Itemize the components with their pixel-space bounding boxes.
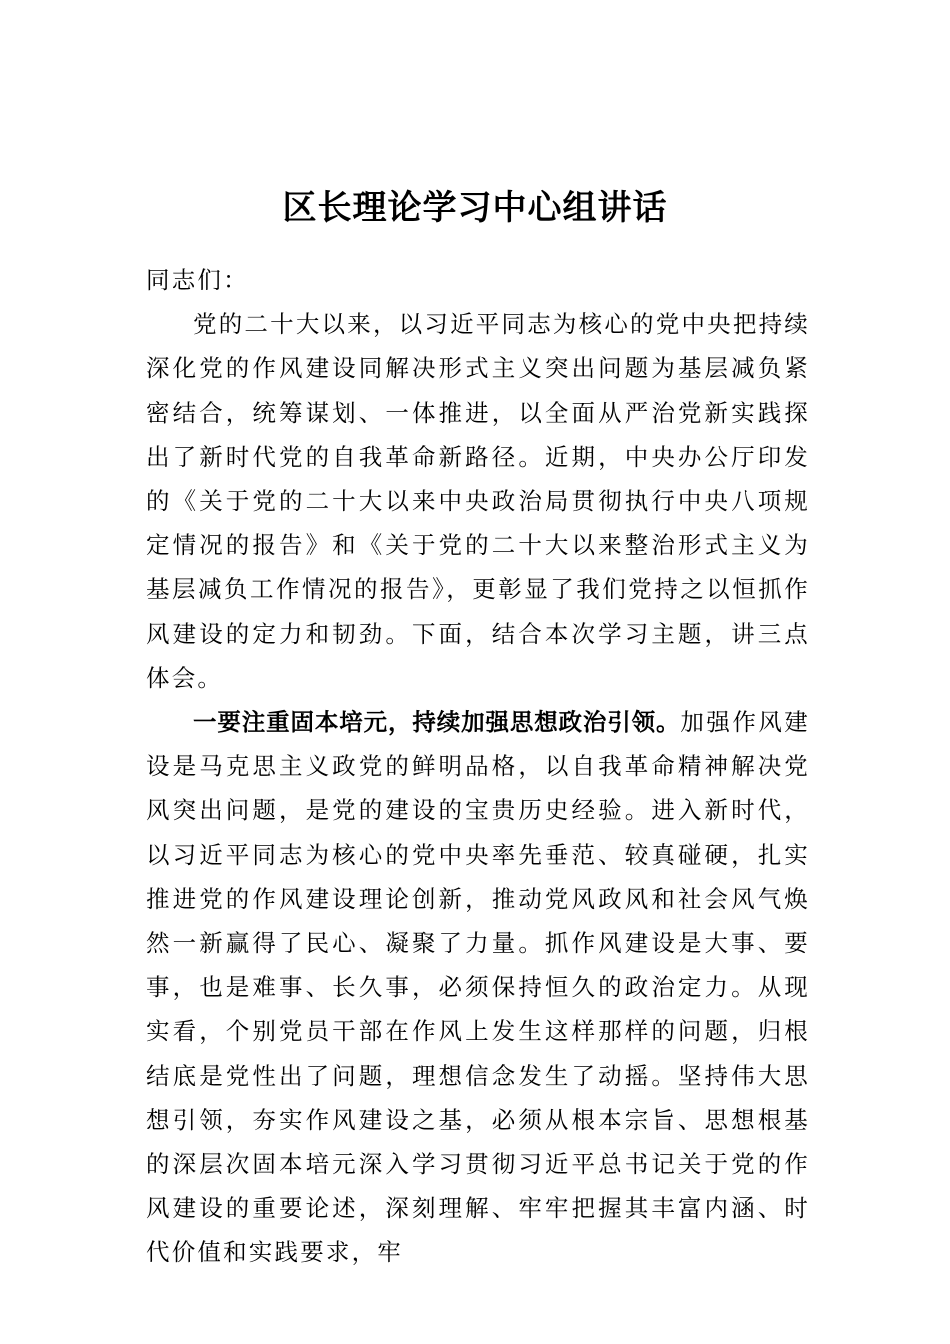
document-title: 区长理论学习中心组讲话	[282, 187, 668, 228]
document-body	[146, 258, 810, 1275]
paragraph-text: 加强作风建设是马克思主义政党的鲜明品格，以自我革命精神解决党风突出问题，是党的建设的宝贵历史经验。进入新时代，以习近平同志为核心的党中央率先垂范、较真碰硬，扎实推进党的作风建设理论创新，推动党风政风和社会风气焕然一新赢得了民心、凝聚了力量。抓作风建设是大事、要事，也是难事、长久事，必须保持恒久的政治定力。从现实看，个别党员干部在作风上发生这样那样的问题，归根结底是党性出了问题，理想信念发生了动摇。坚持伟大思想引领，夯实作风建设之基，必须从根本宗旨、思想根基的深层次固本培元深入学习贯彻习近平总书记关于党的作风建设的重要论述，深刻理解、牢牢把握其丰富内涵、时代价值和实践要求，牢	[146, 708, 811, 1267]
paragraph-intro	[146, 302, 810, 700]
paragraph-point-one	[146, 700, 810, 1275]
paragraph-text: 党的二十大以来，以习近平同志为核心的党中央把持续深化党的作风建设同解决形式主义突出问题为基层减负紧密结合，统筹谋划、一体推进，以全面从严治党新实践探出了新时代党的自我革命新路径。近期，中央办公厅印发的《关于党的二十大以来中央政治局贯彻执行中央八项规定情况的报告》和《关于党的二十大以来整治形式主义为基层减负工作情况的报告》，更彰显了我们党持之以恒抓作风建设的定力和韧劲。下面，结合本次学习主题，讲三点体会。	[146, 310, 810, 692]
salutation: 同志们：	[146, 266, 249, 294]
paragraph-heading: 一要注重固本培元，持续加强思想政治引领。	[193, 708, 681, 737]
